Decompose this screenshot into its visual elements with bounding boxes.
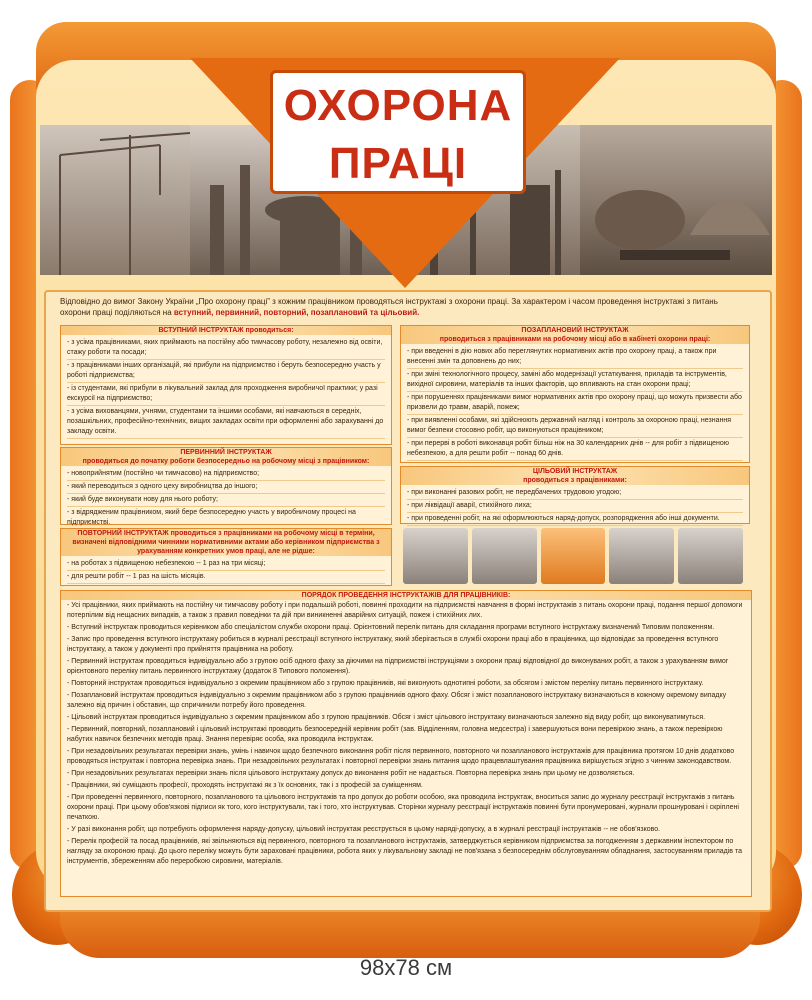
list-item: - з усіма працівниками, яких приймають на постійну або тимчасову роботу, незалежно від освіти, стажу роботи та посади;	[67, 337, 385, 360]
list-item: - який переводиться з одного цеху виробництва до іншого;	[67, 481, 385, 494]
list-item: - при зміні технологічного процесу, заміні або модернізації устаткування, приладів та інструментів, вихідної сировини, матеріалів та інших факторів, що впливають на стан охорони праці;	[407, 369, 743, 392]
pozaplanovyi-header: ПОЗАПЛАНОВИЙ ІНСТРУКТАЖ	[401, 326, 749, 335]
list-item: - Позаплановий інструктаж проводиться індивідуально з окремим працівником або з групою працівників одного фаху. Обсяг і зміст позапланового інструктажу визначаються в кожному окремому випадку залежно від причин і обставин, що спричинили потребу його проведення.	[67, 692, 727, 709]
poriadok-list	[61, 600, 751, 870]
list-item: - при введенні в дію нових або переглянутих нормативних актів про охорону праці, а також при внесенні змін та доповнень до них;	[407, 346, 743, 369]
documents-icon	[678, 528, 743, 584]
list-item: - При проведенні первинного, повторного, позапланового та цільового інструктажів та про допуск до роботи особою, яка проводила інструктаж, вноситься запис до журналу реєстрації інструктажів з питань охорони праці. При цьому обов'язкові підписи як того, кого інструктували, так і того, хто інструктував. Сторінки журналу реєстрації інструктажів повинні бути пронумеровані, журнали прошнуровані і скріплені печаткою.	[67, 794, 739, 821]
list-item: - Усі працівники, яких приймають на постійну чи тимчасову роботу і при подальшій роботі, повинні проходити на підприємстві навчання в формі інструктажів з питань охорони праці, подання першої допомоги потерпілим від нещасних випадків, а також з правил поведінки та дій при виникненні аварійних ситуацій, пожеж і стихійних лих.	[67, 602, 743, 619]
vstupnyi-list	[61, 335, 391, 441]
list-item: - Первинний інструктаж проводиться індивідуально або з групою осіб одного фаху за діючими на підприємстві інструкціями з охорони праці відповідної до виконуваних робіт, а також з урахуванням вимог орієнтовного переліку питань первинного інструктажу (додаток 8 Типового положення).	[67, 658, 729, 675]
list-item: - для решти робіт -- 1 раз на шість місяців.	[67, 571, 385, 584]
list-item: - який буде виконувати нову для нього роботу;	[67, 494, 385, 507]
vstupnyi-header: ВСТУПНИЙ ІНСТРУКТАЖ проводиться:	[61, 326, 391, 335]
list-item: - при ліквідації аварії, стихійного лиха;	[407, 500, 743, 513]
list-item: - при порушеннях працівниками вимог нормативних актів про охорону праці, що можуть призвести або призвели до травм, аварій, пожеж;	[407, 392, 743, 415]
list-item: - з працівниками інших організацій, які прибули на підприємство і беруть безпосередню участь у роботі підприємства;	[67, 360, 385, 383]
list-item: - на роботах з підвищеною небезпекою -- 1 раз на три місяці;	[67, 558, 385, 571]
list-item: - з відрядженим працівником, який бере безпосередню участь у виробничому процесі на підприємстві.	[67, 507, 385, 530]
crane-photo	[40, 125, 190, 275]
list-item: - при виконанні разових робіт, не передбачених трудовою угодою;	[407, 487, 743, 500]
list-item: - із студентами, які прибули в лікувальний заклад для проходження виробничої практики; у разі екскурсії на підприємство;	[67, 383, 385, 406]
list-item: - при проведенні робіт, на які оформлюються наряд-допуск, розпорядження або інші документи.	[407, 513, 743, 526]
list-item: - У разі виконання робіт, що потребують оформлення наряду-допуску, цільовий інструктаж реєструється в цьому наряді-допуску, а в журналі реєстрації інструктажів -- не обов'язково.	[67, 826, 661, 833]
intro-text	[60, 296, 750, 318]
pozaplanovyi-list	[401, 344, 749, 463]
list-item: - Цільовий інструктаж проводиться індивідуально з окремим працівником або з групою працівників. Обсяг і зміст цільового інструктажу визначаються залежно від виду робіт, що виконуватимуться.	[67, 714, 706, 721]
list-item: - Запис про проведення вступного інструктажу робиться в журналі реєстрації вступного інструктажу, який зберігається в службі охорони праці або в працівника, що відповідає за проведення вступного інструктажу, а також у документі про прийняття працівника на роботу.	[67, 636, 719, 653]
size-label: 98x78 см	[359, 955, 453, 980]
vstupnyi-box	[60, 325, 392, 445]
tsilovyi-subheader: проводиться з працівниками:	[401, 476, 749, 485]
list-item: - Вступний інструктаж проводиться керівником або спеціалістом служби охорони праці. Орієнтовний перелік питань для складання програми вступного інструктажу визначений Типовим положенням.	[67, 624, 715, 631]
pozaplanovyi-box	[400, 325, 750, 463]
list-item: - при виявленні особами, які здійснюють державний нагляд і контроль за охороною праці, незнання вимог безпеки стосовно робіт, що виконуються працівником;	[407, 415, 743, 438]
icon-row	[403, 528, 743, 584]
pervynnyi-box	[60, 447, 392, 525]
title-line-2: ПРАЦІ	[328, 139, 468, 188]
list-item: - Первинний, повторний, позаплановий і цільовий інструктажі проводить безпосередній керівник робіт (зав. Відділенням, головна медсестра) і завершуються вони перевіркою знань, а також перевіркою набутих навичок безпечних методів праці. Знання перевіряє особа, яка проводила інструктаж.	[67, 726, 723, 743]
list-item: - при перерві в роботі виконавця робіт більш ніж на 30 календарних днів -- для робіт з підвищеною небезпекою, а для решти робіт -- понад 60 днів.	[407, 438, 743, 461]
list-item: - Працівники, які суміщають професії, проходять інструктажі як з їх основних, так і з професій за суміщенням.	[67, 782, 423, 789]
pervynnyi-header: ПЕРВИННИЙ ІНСТРУКТАЖ	[61, 448, 391, 457]
pozaplanovyi-subheader: проводиться з працівниками на робочому місці або в кабінеті охорони праці:	[401, 335, 749, 344]
list-item: - з усіма вихованцями, учнями, студентами та іншими особами, які навчаються в середніх, позашкільних, професійно-технічних, вищих закладах освіти при оформленні або зарахуванні до закладу освіти.	[67, 406, 385, 439]
poriadok-header: ПОРЯДОК ПРОВЕДЕННЯ ІНСТРУКТАЖІВ ДЛЯ ПРАЦІВНИКІВ:	[61, 591, 751, 600]
tsilovyi-header: ЦІЛЬОВИЙ ІНСТРУКТАЖ	[401, 467, 749, 476]
pervynnyi-list	[61, 466, 391, 532]
povtornyi-header: ПОВТОРНИЙ ІНСТРУКТАЖ проводиться з працівниками на робочому місці в терміни, визначені відповідними чинними нормативними актами або керівником підприємства з урахуванням конкретних умов праці, але не рідше:	[61, 529, 391, 556]
title-box	[270, 70, 526, 194]
list-item: - Перелік професій та посад працівників, які звільняються від первинного, повторного та позапланового інструктажів, затверджується керівником підприємства за погодженням з державним інспектором по нагляду за охороною праці. До цього переліку можуть бути зараховані працівники, робота яких у лікувальному закладі не пов'язана з безпосереднім обслуговуванням обладнання, застосуванням приладів та інструментів, збереженням або переробкою сировини, матеріалів.	[67, 838, 742, 865]
title-line-1: ОХОРОНА	[283, 81, 513, 130]
poriadok-box	[60, 590, 752, 897]
list-item: - Повторний інструктаж проводиться індивідуально з окремим працівником або з групою працівників, які виконують однотипні роботи, за обсягом і змістом переліку питань первинного інструктажу.	[67, 680, 704, 687]
povtornyi-box	[60, 528, 392, 586]
list-item: - При незадовільних результатах перевірки знань, умінь і навичок щодо безпечного виконання робіт після первинного, повторного чи позапланового інструктажів для працівника протягом 10 днів додатково проводяться інструктаж і повторна перевірка знань. При незадовільних результатах і повторної перевірки знань питання щодо працевлаштування працівника вирішується згідно з чинним законодавством.	[67, 748, 735, 765]
list-item: - При незадовільних результатах перевірки знань після цільового інструктажу допуск до виконання робіт не надається. Повторна перевірка знань при цьому не дозволяється.	[67, 770, 635, 777]
pervynnyi-subheader: проводиться до початку роботи безпосередньо на робочому місці з працівником:	[61, 457, 391, 466]
puzzle-teamwork-icon	[609, 528, 674, 584]
list-item: - новоприйнятим (постійно чи тимчасово) на підприємство;	[67, 468, 385, 481]
safety-signs-icon	[472, 528, 537, 584]
intro-highlight: вступний, первинний, повторний, позаплановий та цільовий.	[173, 308, 420, 317]
instruction-meeting-icon	[403, 528, 468, 584]
warning-sign-icon	[541, 528, 606, 584]
intro-body: Відповідно до вимог Закону України „Про охорону праці” з кожним працівником проводяться інструктажі з охорони праці. За характером і часом проведення інструктажі з питань охорони праці поділяються на	[60, 297, 718, 317]
povtornyi-list	[61, 556, 391, 586]
tsilovyi-list	[401, 485, 749, 528]
tsilovyi-box	[400, 466, 750, 524]
